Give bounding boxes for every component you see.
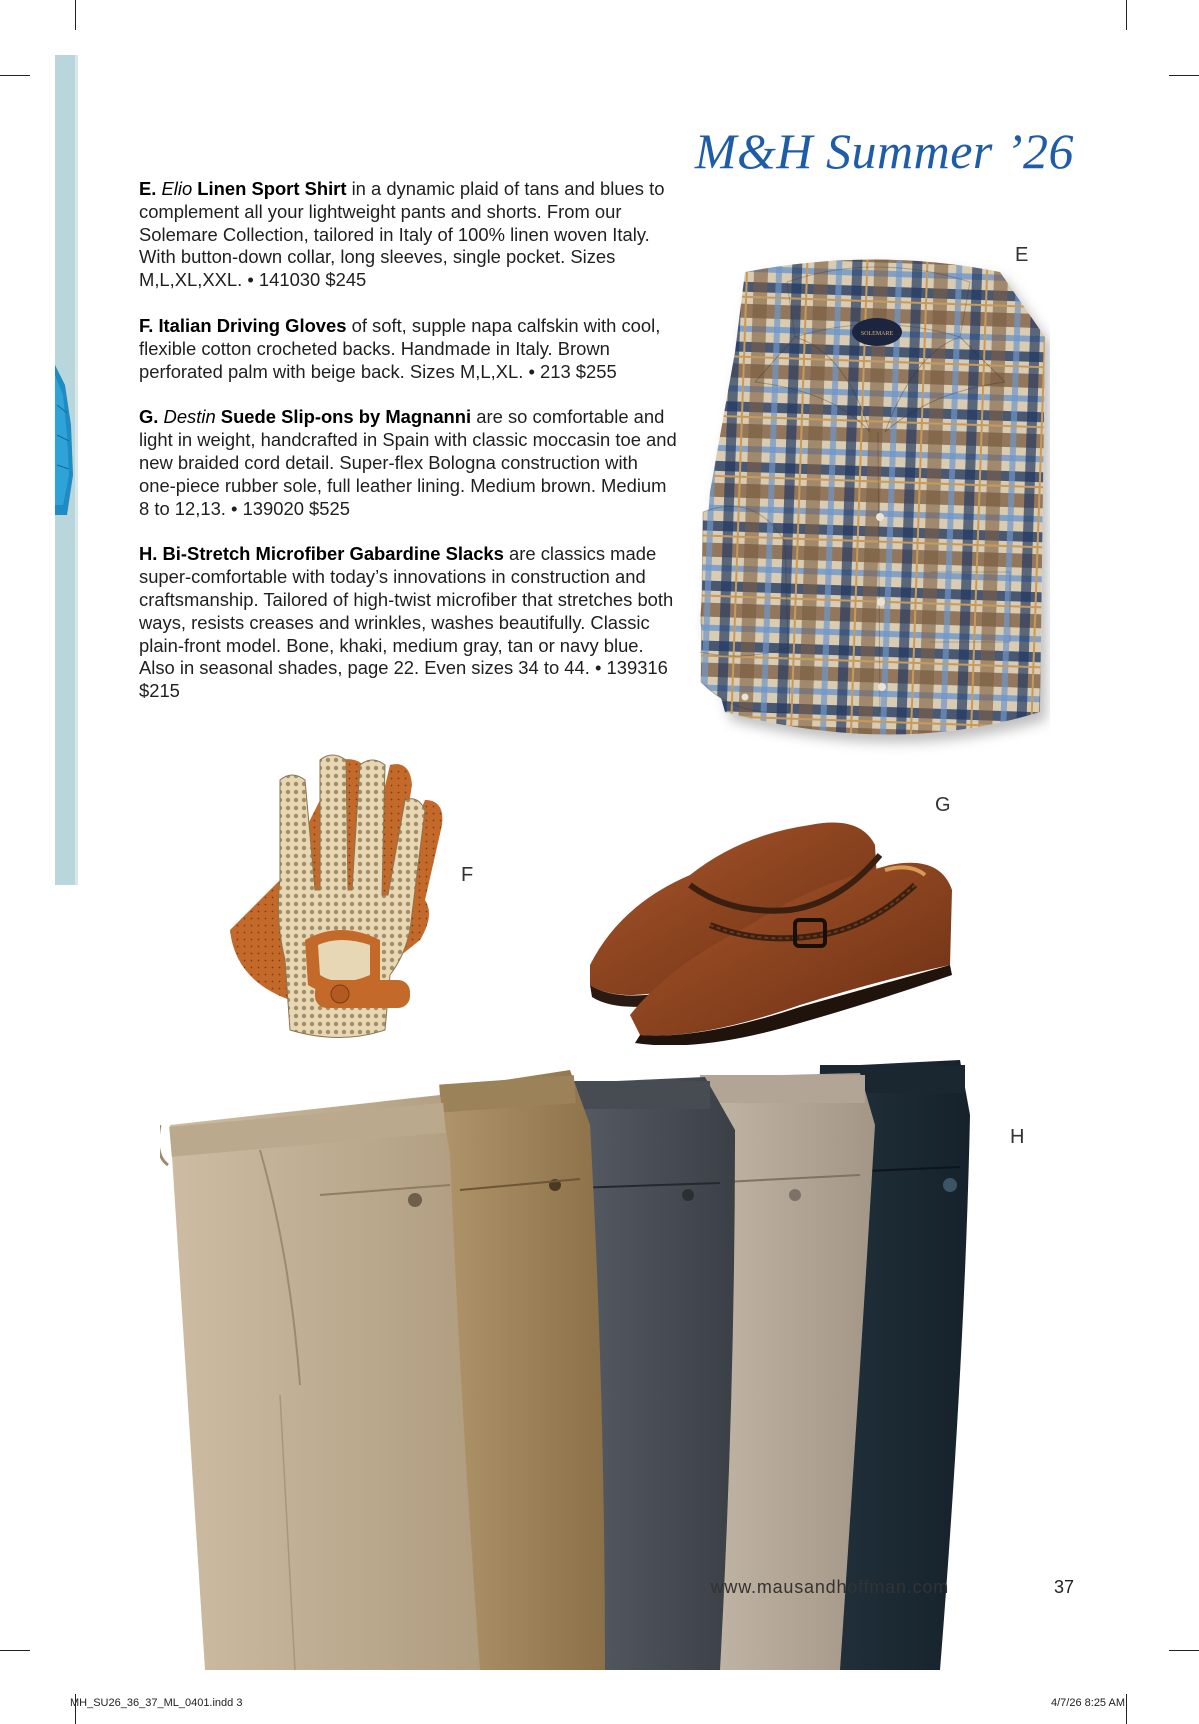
driving-gloves-image: [220, 740, 480, 1040]
slug-timestamp: 4/7/26 8:25 AM: [1051, 1697, 1125, 1709]
crop-mark: [1126, 0, 1127, 30]
page-title: M&H Summer ’26: [694, 123, 1074, 179]
website-url[interactable]: www.mausandhoffman.com: [710, 1577, 949, 1597]
crop-mark: [0, 1650, 30, 1651]
label-h: H: [1010, 1126, 1025, 1148]
crop-mark: [75, 0, 76, 30]
crop-mark: [1169, 1650, 1199, 1651]
product-e-description: E. Elio Linen Sport Shirt in a dynamic plaid of tans and blues to complement all your lightweight pants and shorts. From our Solemare Collection, tailored in Italy of 100% linen woven Italy. With button-down collar, long sleeves, single pocket. Sizes M,L,XL,XXL. • 141030 $245: [139, 178, 665, 291]
crop-mark: [0, 75, 30, 76]
slug-filename: MH_SU26_36_37_ML_0401.indd 3: [70, 1697, 243, 1709]
label-e: E: [1015, 244, 1029, 266]
svg-text:SOLEMARE: SOLEMARE: [860, 331, 894, 337]
crop-mark: [1126, 1694, 1127, 1724]
blue-sweater-sleeve-image: [55, 365, 73, 515]
product-descriptions: [139, 178, 679, 726]
label-f: F: [461, 864, 474, 886]
page-spine-shadow: [75, 55, 78, 885]
page-number: 37: [1053, 1577, 1074, 1597]
product-g-description: G. Destin Suede Slip-ons by Magnanni are so comfortable and light in weight, handcrafted in Spain with classic moccasin toe and new braided cord detail. Super-flex Bologna construction with one-piece rubber sole, full leather lining. Medium brown. Medium 8 to 12,13. • 139020 $525: [139, 406, 677, 519]
plaid-shirt-image: [695, 242, 1050, 762]
product-f-description: F. Italian Driving Gloves of soft, supple napa calfskin with cool, flexible cotton crocheted backs. Handmade in Italy. Brown perforated palm with beige back. Sizes M,L,XL. • 213 $255: [139, 314, 661, 382]
suede-loafers-image: [580, 815, 960, 1045]
crop-mark: [1169, 75, 1199, 76]
label-g: G: [935, 794, 951, 816]
product-h-description: H. Bi-Stretch Microfiber Gabardine Slacks are classics made super-comfortable with today’s innovations in construction and craftsmanship. Tailored of high-twist microfiber that stretches both ways, resists creases and wrinkles, washes beautifully. Classic plain-front model. Bone, khaki, medium gray, tan or navy blue. Also in seasonal shades, page 22. Even sizes 34 to 44. • 139316 $215: [139, 543, 674, 702]
